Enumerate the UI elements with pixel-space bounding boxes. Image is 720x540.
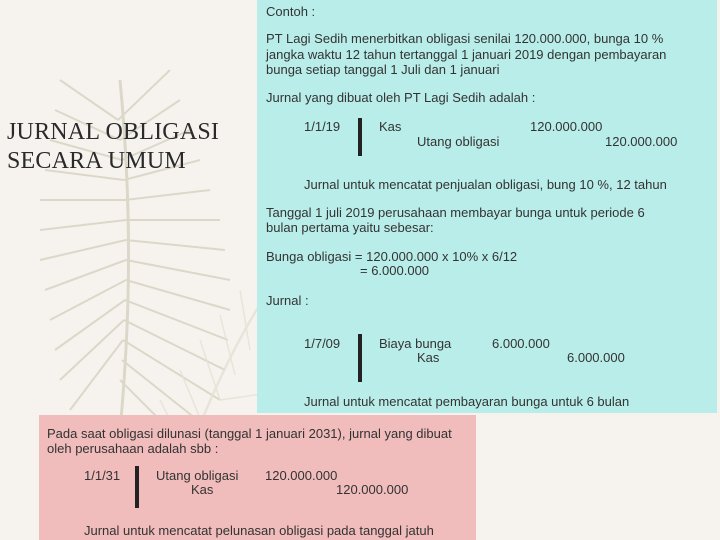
intro-line-1: PT Lagi Sedih menerbitkan obligasi senilai 120.000.000, bunga 10 % (266, 31, 664, 46)
redemption-intro-line-1: Pada saat obligasi dilunasi (tanggal 1 januari 2031), jurnal yang dibuat (47, 426, 452, 441)
journal-label: Jurnal : (266, 293, 309, 308)
entry1-debit-amount: 120.000.000 (530, 119, 603, 134)
entry2-debit-account: Biaya bunga (379, 336, 452, 351)
redemption-note: Jurnal untuk mencatat pelunasan obligasi pada tanggal jatuh (84, 523, 434, 538)
redemption-credit-account: Kas (191, 482, 214, 497)
entry2-note: Jurnal untuk mencatat pembayaran bunga untuk 6 bulan (304, 394, 630, 409)
entry1-credit-account: Utang obligasi (417, 134, 500, 149)
period-line-1: Tanggal 1 juli 2019 perusahaan membayar bunga untuk periode 6 (266, 205, 645, 220)
example-heading: Contoh : (266, 4, 316, 19)
entry2-debit-amount: 6.000.000 (492, 336, 550, 351)
redemption-credit-amount: 120.000.000 (336, 482, 409, 497)
entry1-note: Jurnal untuk mencatat penjualan obligasi, bung 10 %, 12 tahun (304, 177, 667, 192)
entry1-separator (358, 118, 362, 156)
slide-title-line-2: SECARA UMUM (7, 148, 186, 174)
entry2-separator (358, 334, 362, 382)
redemption-date: 1/1/31 (84, 468, 121, 483)
intro-line-2: jangka waktu 12 tahun tertanggal 1 januari 2019 dengan pembayaran (266, 47, 667, 62)
calc-line-2: = 6.000.000 (360, 263, 430, 278)
intro-line-3: bunga setiap tanggal 1 Juli dan 1 januari (266, 62, 500, 77)
entry2-date: 1/7/09 (304, 336, 341, 351)
redemption-debit-amount: 120.000.000 (265, 468, 338, 483)
redemption-separator (135, 466, 139, 508)
redemption-intro-line-2: oleh perusahaan adalah sbb : (47, 441, 219, 456)
redemption-debit-account: Utang obligasi (156, 468, 239, 483)
slide-title-line-1: JURNAL OBLIGASI (7, 119, 220, 145)
redemption-panel (39, 415, 476, 540)
entry1-debit-account: Kas (379, 119, 402, 134)
period-line-2: bulan pertama yaitu sebesar: (266, 220, 434, 235)
slide-title (7, 118, 257, 176)
calc-line-1: Bunga obligasi = 120.000.000 x 10% x 6/12 (266, 249, 518, 264)
entry1-date: 1/1/19 (304, 119, 341, 134)
entry2-credit-account: Kas (417, 350, 440, 365)
entry1-credit-amount: 120.000.000 (605, 134, 678, 149)
entry2-credit-amount: 6.000.000 (567, 350, 625, 365)
journal-intro: Jurnal yang dibuat oleh PT Lagi Sedih adalah : (266, 90, 536, 105)
example-panel (257, 0, 717, 413)
